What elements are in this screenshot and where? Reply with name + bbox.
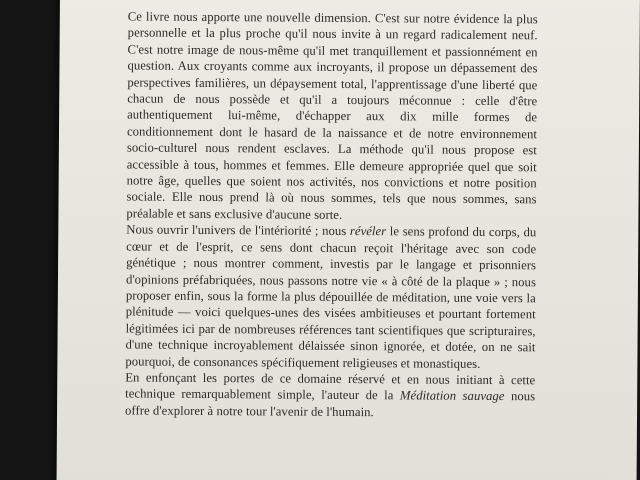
book-title-italic: Méditation sauvage: [399, 388, 505, 404]
paragraph-2: [125, 222, 536, 373]
paragraph-1-text: Ce livre nous apporte une nouvelle dimension. C'est sur notre évidence la plus personnelle et la plus proche qu'il nous invite à un regard radicalement neuf. C'est notre image de nous-même qu'il met tranquillement et passionnément en question. Aux croyants comme aux incroyants, il propose un dépassement des perspectives familières, un dépaysement total, l'apprentissage d'une liberté que chacun de nous possède et qu'il a toujours méconnue : celle d'être authentiquement lui-même, d'échapper aux dix mille formes de conditionnement dont le hasard de la naissance et de notre environnement socio-culturel nous rendent esclaves. La méthode qu'il nous propose est accessible à tous, hommes et femmes. Elle demeure appropriée quel que soit notre âge, quelles que soient nos activités, nos convictions et notre position sociale. Elle nous prend là où nous sommes, tels que nous sommes, sans préalable et sans exclusive d'aucune sorte.: [126, 9, 538, 222]
paragraph-2-text-a: Nous ouvrir l'univers de l'intériorité ; nous: [126, 222, 350, 239]
paragraph-2-text-b: le sens profond du corps, du cœur et de l'esprit, ce sens dont chacun reçoit l'héritage avec son code génétique ; nous montrer comment, investis par le langage et prisonniers d'opinions préfabriquées, nous passons notre vie « à côté de la plaque » ; nous proposer enfin, sous la forme la plus dépouillée de méditation, une voie vers la plénitude — voici quelques-unes des visées ambitieuses et pourtant fortement légitimées ici par de nombreuses références tant scientifiques que scripturaires, d'une technique incroyablement délaissée sinon ignorée, et dotée, on ne sait pourquoi, de consonances spécifiquement religieuses et monastiques.: [125, 224, 537, 371]
paragraph-3: [125, 369, 535, 421]
back-cover-text: [125, 8, 538, 421]
paragraph-1: [126, 8, 537, 224]
paragraph-3-text-b: nous offre d'explorer à notre tour l'avenir de l'humain.: [125, 389, 536, 419]
paragraph-3-text-a: En enfonçant les portes de ce domaine réservé et en nous initiant à cette technique remarquablement simple, l'auteur de la: [125, 370, 536, 403]
book-page: [57, 0, 640, 480]
paragraph-2-italic-word: révéler: [349, 224, 387, 239]
